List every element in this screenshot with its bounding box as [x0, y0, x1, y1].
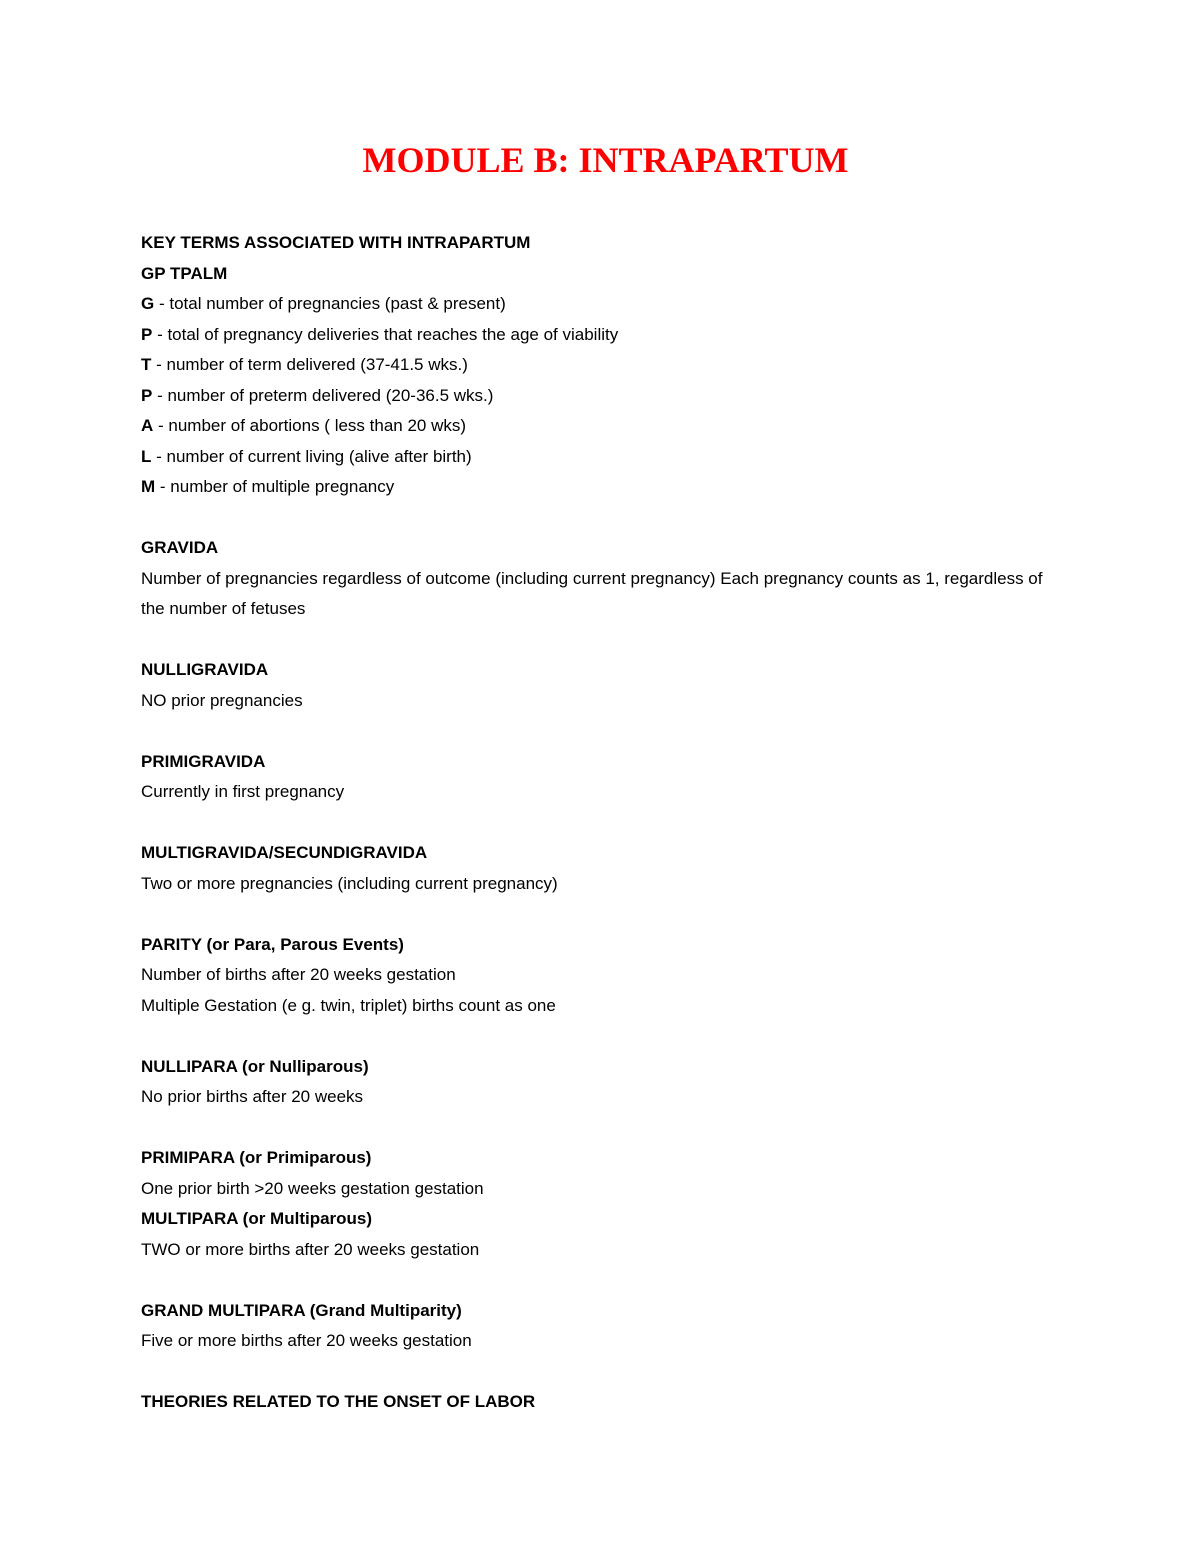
- gptpalm-key: T: [141, 355, 152, 374]
- gptpalm-text: - number of multiple pregnancy: [155, 477, 395, 496]
- key-terms-heading: KEY TERMS ASSOCIATED WITH INTRAPARTUM: [141, 233, 531, 252]
- multipara-definition: TWO or more births after 20 weeks gestation: [141, 1239, 480, 1259]
- gptpalm-key: A: [141, 416, 154, 435]
- gptpalm-text: - number of current living (alive after birth): [151, 446, 472, 466]
- gptpalm-item-m: [141, 472, 1070, 503]
- multigravida-heading: MULTIGRAVIDA/SECUNDIGRAVIDA: [141, 843, 428, 862]
- gptpalm-item-p: [141, 320, 1070, 351]
- gravida-heading: GRAVIDA: [141, 538, 219, 557]
- gptpalm-key: M: [141, 477, 156, 496]
- multipara-heading: MULTIPARA (or Multiparous): [141, 1209, 373, 1228]
- gptpalm-item-g: [141, 289, 1070, 320]
- gptpalm-text: - number of term delivered (37-41.5 wks.): [151, 355, 468, 374]
- spacer: [141, 1113, 1070, 1144]
- parity-definition-2: Multiple Gestation (e g. twin, triplet) births count as one: [141, 995, 556, 1015]
- spacer: [141, 625, 1070, 656]
- gptpalm-item-t: [141, 350, 1070, 381]
- primipara-heading: PRIMIPARA (or Primiparous): [141, 1148, 372, 1167]
- gptpalm-text: - total number of pregnancies (past & present): [154, 294, 506, 313]
- primigravida-definition: Currently in first pregnancy: [141, 782, 345, 801]
- gptpalm-text: - total of pregnancy deliveries that reaches the age of viability: [152, 324, 619, 344]
- grand-multipara-heading: GRAND MULTIPARA (Grand Multiparity): [141, 1300, 462, 1320]
- nullipara-definition: No prior births after 20 weeks: [141, 1087, 364, 1106]
- gptpalm-key: L: [141, 446, 152, 466]
- gptpalm-item-l: [141, 442, 1070, 473]
- nullipara-heading: NULLIPARA (or Nulliparous): [141, 1056, 369, 1076]
- grand-multipara-definition: Five or more births after 20 weeks gestation: [141, 1331, 472, 1350]
- gptpalm-item-p2: [141, 381, 1070, 412]
- nulligravida-heading: NULLIGRAVIDA: [141, 660, 269, 679]
- spacer: [141, 808, 1070, 839]
- gravida-definition: Number of pregnancies regardless of outcome (including current pregnancy) Each pregnancy counts as 1, regardless of the number of fetuses: [141, 568, 1043, 618]
- parity-heading: PARITY (or Para, Parous Events): [141, 934, 404, 954]
- spacer: [141, 1021, 1070, 1052]
- spacer: [141, 716, 1070, 747]
- gptpalm-key: P: [141, 385, 153, 405]
- document-body: [141, 228, 1070, 1418]
- multigravida-definition: Two or more pregnancies (including current pregnancy): [141, 873, 558, 893]
- spacer: [141, 1265, 1070, 1296]
- parity-definition-1: Number of births after 20 weeks gestation: [141, 965, 456, 984]
- gptpalm-item-a: [141, 411, 1070, 442]
- gptpalm-heading: GP TPALM: [141, 263, 228, 283]
- primipara-definition: One prior birth >20 weeks gestation gestation: [141, 1178, 484, 1198]
- primigravida-heading: PRIMIGRAVIDA: [141, 751, 266, 771]
- gptpalm-key: P: [141, 324, 153, 344]
- gptpalm-text: - number of abortions ( less than 20 wks): [153, 416, 467, 435]
- spacer: [141, 1357, 1070, 1388]
- theories-heading: THEORIES RELATED TO THE ONSET OF LABOR: [141, 1392, 536, 1411]
- gptpalm-key: G: [141, 294, 155, 313]
- page-title: MODULE B: INTRAPARTUM: [362, 140, 849, 180]
- spacer: [141, 899, 1070, 930]
- gptpalm-text: - number of preterm delivered (20-36.5 wks.): [152, 385, 494, 405]
- spacer: [141, 503, 1070, 534]
- nulligravida-definition: NO prior pregnancies: [141, 690, 303, 710]
